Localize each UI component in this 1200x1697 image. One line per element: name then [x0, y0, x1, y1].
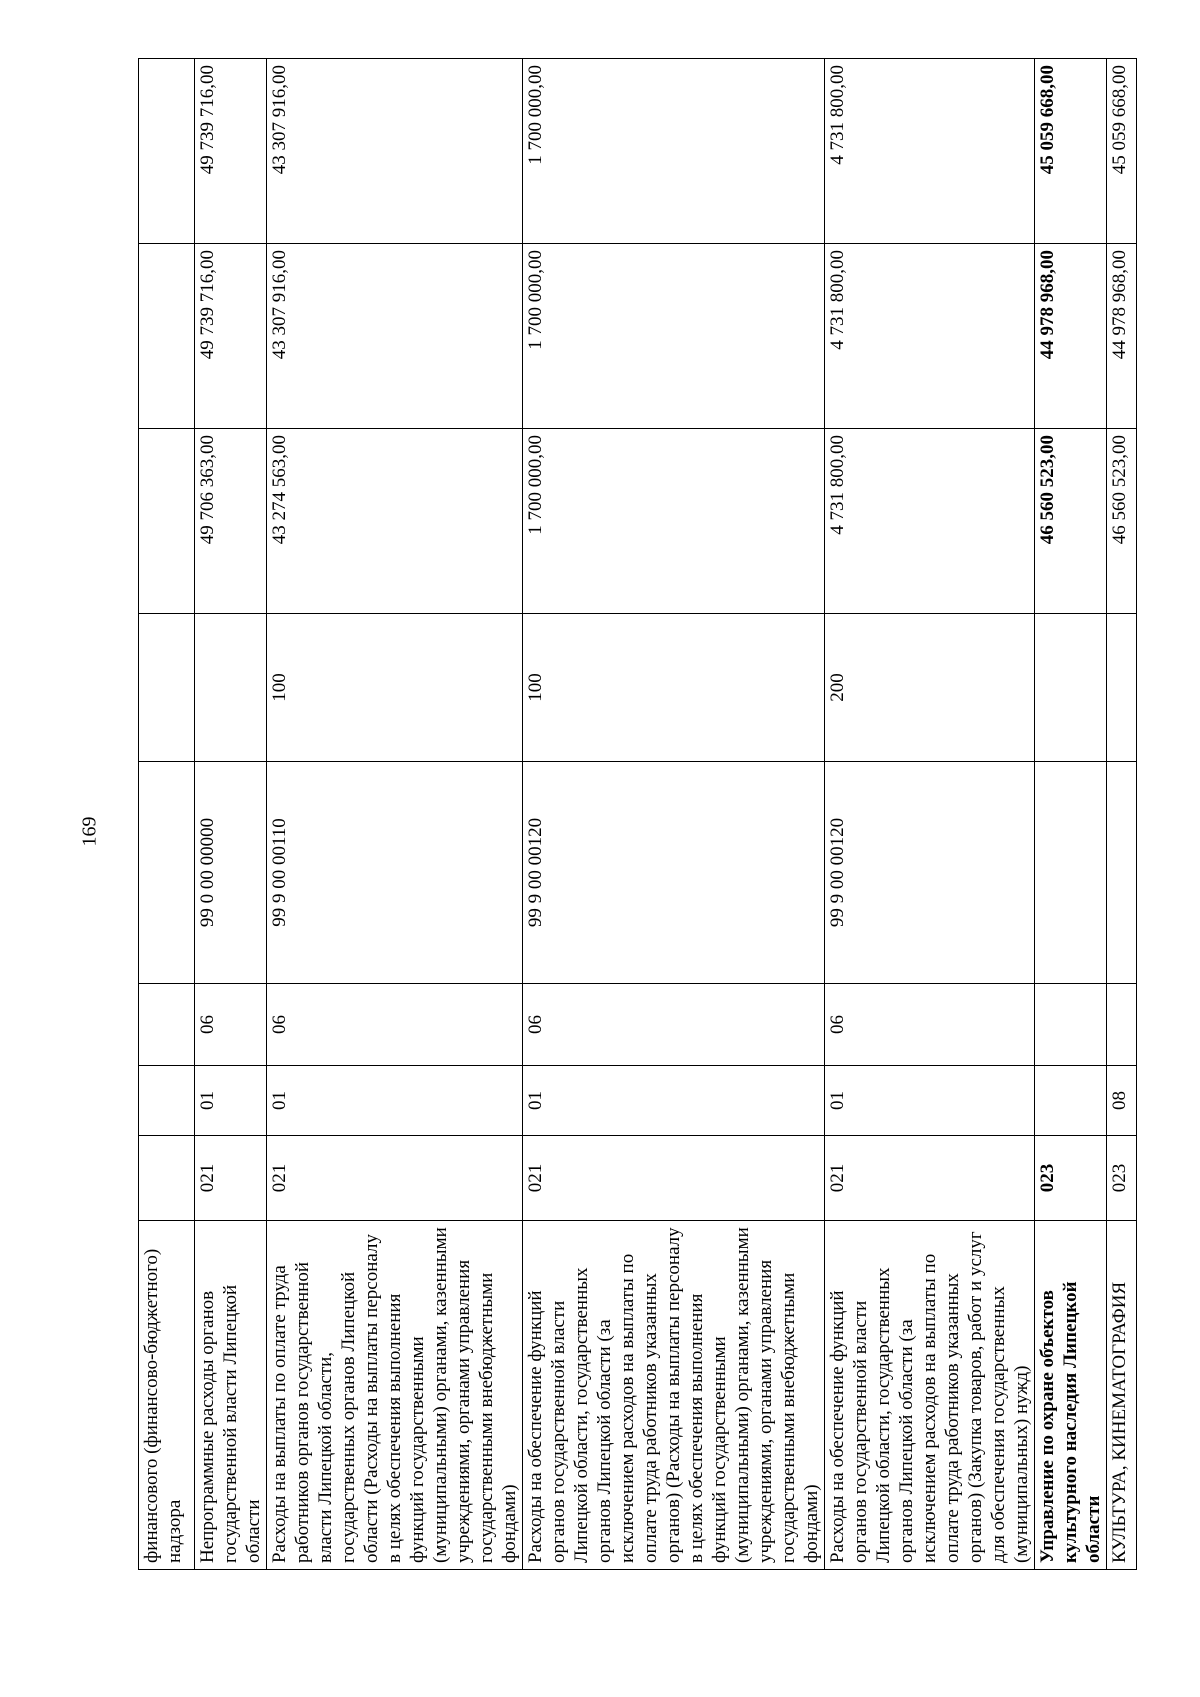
page-number: 169 — [78, 816, 101, 847]
amount-year-3-cell: 43 307 916,00 — [267, 59, 523, 244]
gov-code-cell: 021 — [267, 1136, 523, 1221]
amount-year-1-cell: 46 560 523,00 — [1035, 429, 1107, 614]
subsection-cell: 06 — [267, 984, 523, 1066]
budget-table — [138, 58, 1137, 1570]
table-row — [523, 59, 825, 1570]
target-article-cell: 99 0 00 00000 — [195, 762, 267, 984]
subsection-cell: 06 — [825, 984, 1035, 1066]
amount-year-2-cell: 44 978 968,00 — [1107, 244, 1137, 429]
amount-year-2-cell — [139, 244, 195, 429]
amount-year-2-cell: 44 978 968,00 — [1035, 244, 1107, 429]
expense-name-cell: Расходы на выплаты по оплате труда работников органов государственной власти Липецкой области, государственных органов Липецкой области (Расходы на выплаты персоналу в целях обеспечения выполнения функций государственными (муниципальными) органами, казенными учреждениями, органами управления государственными внебюджетными фондами) — [267, 1221, 523, 1570]
expense-name-cell: финансового (финансово-бюджетного) надзора — [139, 1221, 195, 1570]
target-article-cell — [139, 762, 195, 984]
table-row — [1035, 59, 1107, 1570]
gov-code-cell: 021 — [825, 1136, 1035, 1221]
section-cell: 01 — [825, 1066, 1035, 1136]
amount-year-3-cell: 45 059 668,00 — [1035, 59, 1107, 244]
expense-kind-cell: 100 — [267, 614, 523, 762]
amount-year-3-cell — [139, 59, 195, 244]
expense-name-cell: Непрограммные расходы органов государственной власти Липецкой области — [195, 1221, 267, 1570]
subsection-cell — [1035, 984, 1107, 1066]
expense-name-cell: Расходы на обеспечение функций органов государственной власти Липецкой области, государственных органов Липецкой области (за исключением расходов на выплаты по оплате труда работников указанных органов) (Расходы на выплаты персоналу в целях обеспечения выполнения функций государственными (муниципальными) органами, казенными учреждениями, органами управления государственными внебюджетными фондами) — [523, 1221, 825, 1570]
expense-kind-cell: 200 — [825, 614, 1035, 762]
table-row — [267, 59, 523, 1570]
section-cell: 01 — [195, 1066, 267, 1136]
amount-year-2-cell: 43 307 916,00 — [267, 244, 523, 429]
expense-name-cell: Расходы на обеспечение функций органов государственной власти Липецкой области, государственных органов Липецкой области (за исключением расходов на выплаты по оплате труда работников указанных органов) (Закупка товаров, работ и услуг для обеспечения государственных (муниципальных) нужд) — [825, 1221, 1035, 1570]
subsection-cell: 06 — [195, 984, 267, 1066]
expense-kind-cell — [139, 614, 195, 762]
section-cell — [1035, 1066, 1107, 1136]
target-article-cell — [1107, 762, 1137, 984]
target-article-cell: 99 9 00 00120 — [523, 762, 825, 984]
expense-kind-cell — [1035, 614, 1107, 762]
table-row — [1107, 59, 1137, 1570]
amount-year-1-cell: 1 700 000,00 — [523, 429, 825, 614]
amount-year-1-cell: 4 731 800,00 — [825, 429, 1035, 614]
gov-code-cell: 023 — [1107, 1136, 1137, 1221]
amount-year-3-cell: 45 059 668,00 — [1107, 59, 1137, 244]
section-cell — [139, 1066, 195, 1136]
gov-code-cell: 023 — [1035, 1136, 1107, 1221]
amount-year-2-cell: 49 739 716,00 — [195, 244, 267, 429]
subsection-cell: 06 — [523, 984, 825, 1066]
target-article-cell — [1035, 762, 1107, 984]
section-cell: 01 — [523, 1066, 825, 1136]
table-row — [825, 59, 1035, 1570]
amount-year-2-cell: 1 700 000,00 — [523, 244, 825, 429]
section-cell: 08 — [1107, 1066, 1137, 1136]
subsection-cell — [1107, 984, 1137, 1066]
table-row — [139, 59, 195, 1570]
amount-year-2-cell: 4 731 800,00 — [825, 244, 1035, 429]
expense-kind-cell — [1107, 614, 1137, 762]
amount-year-3-cell: 4 731 800,00 — [825, 59, 1035, 244]
amount-year-1-cell — [139, 429, 195, 614]
expense-name-cell: Управление по охране объектов культурного наследия Липецкой области — [1035, 1221, 1107, 1570]
expense-name-cell: КУЛЬТУРА, КИНЕМАТОГРАФИЯ — [1107, 1221, 1137, 1570]
expense-kind-cell — [195, 614, 267, 762]
expense-kind-cell: 100 — [523, 614, 825, 762]
target-article-cell: 99 9 00 00110 — [267, 762, 523, 984]
amount-year-1-cell: 49 706 363,00 — [195, 429, 267, 614]
gov-code-cell: 021 — [195, 1136, 267, 1221]
budget-table-container — [138, 58, 1130, 1570]
gov-code-cell — [139, 1136, 195, 1221]
subsection-cell — [139, 984, 195, 1066]
table-row — [195, 59, 267, 1570]
amount-year-1-cell: 46 560 523,00 — [1107, 429, 1137, 614]
section-cell: 01 — [267, 1066, 523, 1136]
amount-year-3-cell: 49 739 716,00 — [195, 59, 267, 244]
amount-year-1-cell: 43 274 563,00 — [267, 429, 523, 614]
gov-code-cell: 021 — [523, 1136, 825, 1221]
amount-year-3-cell: 1 700 000,00 — [523, 59, 825, 244]
target-article-cell: 99 9 00 00120 — [825, 762, 1035, 984]
